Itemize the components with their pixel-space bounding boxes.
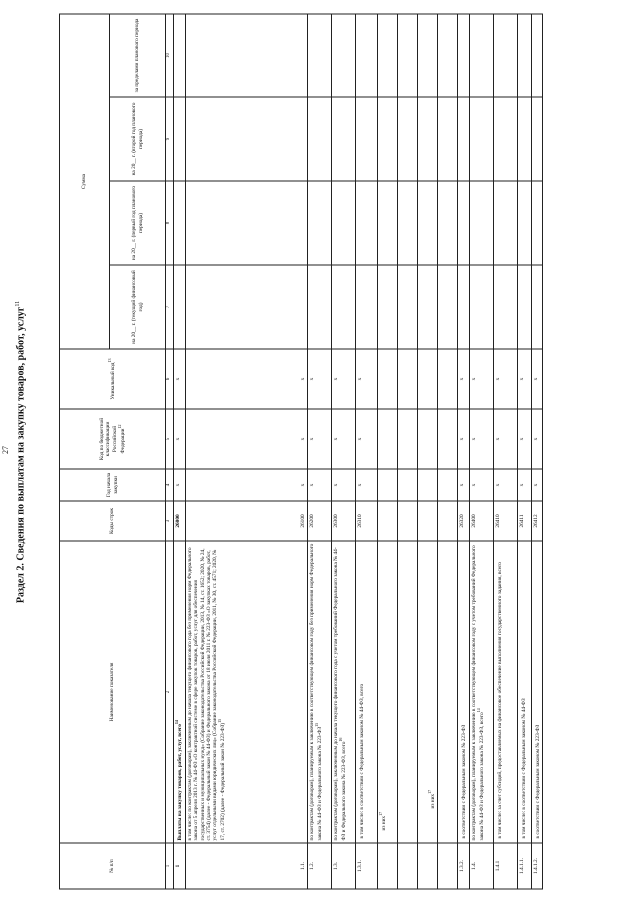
col-number: 10 — [166, 14, 174, 97]
row-name-text: из них — [429, 793, 436, 809]
row-code: 26320 — [458, 501, 470, 541]
row-footnote: 17 — [378, 811, 383, 816]
row-value — [438, 97, 458, 181]
rotated-page-content — [15, 15, 625, 890]
row-value — [532, 265, 543, 349]
row-code: 26300 — [332, 501, 356, 541]
row-value — [308, 181, 332, 265]
row-name-text: по контрактам (договорам), заключенным до начала текущего финансового года с учетом требований Федерального закона № 44-ФЗ и Федерального закона № 223-ФЗ, всего — [333, 547, 348, 841]
row-name — [398, 541, 418, 843]
row-name — [518, 541, 532, 843]
row-value — [356, 97, 378, 181]
table-row — [470, 14, 494, 889]
col-number: 3 — [166, 501, 174, 541]
row-value — [418, 14, 438, 97]
row-num: 1.4.1 — [494, 843, 518, 889]
row-name-text: в том числе: в соответствии с Федеральным законом № 44-ФЗ — [520, 698, 527, 839]
row-x: x — [494, 469, 518, 501]
row-value — [518, 14, 532, 97]
row-value — [356, 14, 378, 97]
row-name-text: по контрактам (договорам), планируемым к заключению в соответствующем финансовом году без применения норм Федерального закона № 44-ФЗ и Федерального закона № 223-ФЗ — [309, 543, 324, 841]
table-row — [356, 14, 378, 889]
row-value — [470, 181, 494, 265]
row-value — [418, 265, 438, 349]
row-value — [186, 97, 308, 181]
row-name-text: из них — [380, 815, 387, 831]
row-code: 26200 — [308, 501, 332, 541]
row-value — [470, 14, 494, 97]
row-value — [378, 265, 398, 349]
row-code: 26000 — [174, 501, 186, 541]
row-x: x — [356, 409, 378, 469]
row-value — [458, 14, 470, 97]
row-value — [518, 181, 532, 265]
row-name-text: в соответствии с Федеральным законом № 223-ФЗ — [534, 724, 541, 839]
header-bk-footnote: 12 — [116, 424, 122, 429]
row-value — [470, 265, 494, 349]
row-code — [418, 501, 438, 541]
row-num: 1.3. — [332, 843, 356, 889]
row-value — [418, 97, 438, 181]
header-row-1 — [60, 14, 110, 889]
row-value — [494, 265, 518, 349]
section-title-footnote: 11 — [15, 300, 21, 307]
table-row — [398, 14, 418, 889]
row-name — [356, 541, 378, 843]
table-row — [532, 14, 543, 889]
row-value — [378, 181, 398, 265]
col-number: 6 — [166, 349, 174, 409]
row-name-text: по контрактам (договорам), планируемым к заключению в соответствующем финансовом году с учетом требований Федерального закона № 44-ФЗ и Федерального закона № 223-ФЗ, всего — [471, 545, 486, 841]
row-footnote: 15 — [314, 722, 320, 727]
row-value — [438, 349, 458, 409]
row-code — [398, 501, 418, 541]
header-first-plan-year: на 20__ г. (первый год планового периода) — [110, 181, 166, 265]
row-code — [378, 501, 398, 541]
row-value — [532, 14, 543, 97]
row-num: 1.4. — [470, 843, 494, 889]
row-name-text: в соответствии с Федеральным законом № 223-ФЗ — [460, 724, 467, 839]
row-code: 26100 — [186, 501, 308, 541]
row-value — [518, 97, 532, 181]
table-row — [308, 14, 332, 889]
row-code: 26412 — [532, 501, 543, 541]
row-name — [494, 541, 518, 843]
row-name — [174, 541, 186, 843]
row-value — [398, 14, 418, 97]
row-footnote: 16 — [338, 737, 344, 742]
header-unique-footnote: 13 — [107, 358, 113, 363]
row-x: x — [494, 349, 518, 409]
column-numbers-row — [166, 14, 174, 889]
table-row — [458, 14, 470, 889]
section-title — [15, 15, 31, 890]
row-x: x — [186, 409, 308, 469]
row-x: x — [308, 349, 332, 409]
header-bk — [60, 409, 166, 469]
row-name — [378, 541, 398, 843]
col-number: 5 — [166, 409, 174, 469]
row-name — [308, 541, 332, 843]
row-code: 26400 — [470, 501, 494, 541]
row-x: x — [186, 349, 308, 409]
row-footnote: 14 — [174, 720, 179, 725]
section-title-text: Раздел 2. Сведения по выплатам на закупку товаров, работ, услуг — [15, 306, 27, 604]
row-value — [378, 14, 398, 97]
row-num — [398, 843, 418, 889]
row-value — [186, 14, 308, 97]
row-x: x — [332, 409, 356, 469]
header-beyond-plan: за пределами планового периода — [110, 14, 166, 97]
header-unique-text: Уникальный код — [110, 362, 117, 400]
row-value — [174, 97, 186, 181]
row-x: x — [174, 349, 186, 409]
row-value — [418, 469, 438, 501]
row-value — [418, 409, 438, 469]
col-number: 1 — [166, 843, 174, 889]
row-num: 1 — [174, 843, 186, 889]
row-value — [398, 469, 418, 501]
row-value — [398, 409, 418, 469]
row-name-text: в том числе: по контрактам (договорам), заключенным до начала текущего финансового года без применения норм Федерального закона от 5 апреля 2013 г. № 44-ФЗ «О контрактной системе в сфере закупок товаров, работ, услуг для обеспечения государственных и муниципальных нужд» (Собрание законодательства Российской Федерации, 2013, № 14, ст. 1652; 2020, № 24, ст. 3754) (далее - Федеральный закон № 44-ФЗ) и Федерального закона от 18 июля 2011 г. № 223-ФЗ «О закупках товаров, работ, услуг отдельными видами юридических лиц» (Собрание законодательства Российской Федерации, 2011, № 30, ст. 4571; 2020, № 17, ст. 2702) (далее - Федеральный закон № 223-ФЗ) — [187, 547, 227, 841]
row-num: 1.4.1.1. — [518, 843, 532, 889]
row-value — [332, 181, 356, 265]
row-name — [470, 541, 494, 843]
row-value — [398, 181, 418, 265]
row-value — [532, 181, 543, 265]
row-value — [356, 265, 378, 349]
row-x: x — [518, 349, 532, 409]
row-value — [494, 181, 518, 265]
header-name: Наименование показателя — [60, 541, 166, 843]
row-num: 1.1. — [186, 843, 308, 889]
row-value — [332, 97, 356, 181]
row-value — [332, 14, 356, 97]
row-x: x — [174, 409, 186, 469]
header-num: № п/п — [60, 843, 166, 889]
table-row — [332, 14, 356, 889]
row-value — [174, 265, 186, 349]
row-value — [378, 349, 398, 409]
row-value — [494, 14, 518, 97]
col-number: 2 — [166, 541, 174, 843]
row-x: x — [470, 349, 494, 409]
row-x: x — [458, 469, 470, 501]
row-x: x — [332, 349, 356, 409]
row-value — [174, 14, 186, 97]
row-name — [418, 541, 438, 843]
row-num — [378, 843, 398, 889]
row-code: 26310 — [356, 501, 378, 541]
row-value — [378, 469, 398, 501]
row-x: x — [458, 409, 470, 469]
col-number: 7 — [166, 265, 174, 349]
row-value — [438, 469, 458, 501]
row-footnote: 17 — [426, 789, 432, 794]
row-name-text: в том числе: в соответствии с Федеральным законом № 44-ФЗ, всего — [358, 683, 365, 839]
row-value — [458, 265, 470, 349]
col-number: 4 — [166, 469, 174, 501]
header-second-plan-year: на 20__ г. (второй год планового периода) — [110, 97, 166, 181]
row-value — [378, 97, 398, 181]
row-value — [418, 349, 438, 409]
row-value — [378, 409, 398, 469]
row-x: x — [308, 409, 332, 469]
row-value — [438, 14, 458, 97]
row-num: 1.2. — [308, 843, 332, 889]
row-value — [438, 181, 458, 265]
table-row — [174, 14, 186, 889]
row-x: x — [518, 409, 532, 469]
header-bk-text: Код по бюджетной классификации Российской Федерации — [99, 417, 126, 461]
col-number: 9 — [166, 97, 174, 181]
table-row — [418, 14, 438, 889]
header-code: Коды строк — [60, 501, 166, 541]
row-value — [398, 349, 418, 409]
row-code: 26410 — [494, 501, 518, 541]
row-value — [532, 97, 543, 181]
row-value — [518, 265, 532, 349]
row-value — [308, 265, 332, 349]
col-number: 8 — [166, 181, 174, 265]
row-num: 1.4.1.2. — [532, 843, 543, 889]
row-x: x — [494, 409, 518, 469]
row-value — [438, 265, 458, 349]
table-row — [438, 14, 458, 889]
row-code — [438, 501, 458, 541]
row-x: x — [532, 409, 543, 469]
table-row — [518, 14, 532, 889]
row-x: x — [356, 349, 378, 409]
row-name — [186, 541, 308, 843]
row-value — [356, 181, 378, 265]
row-num: 1.3.2. — [458, 843, 470, 889]
row-x: x — [532, 349, 543, 409]
table-row — [378, 14, 398, 889]
row-footnote: 15 — [217, 718, 223, 723]
table-row — [186, 14, 308, 889]
row-value — [308, 97, 332, 181]
table-row — [494, 14, 518, 889]
row-value — [494, 97, 518, 181]
row-name-text: Выплаты на закупку товаров, работ, услуг, всего — [176, 724, 183, 841]
row-x: x — [532, 469, 543, 501]
row-value — [308, 14, 332, 97]
row-value — [458, 181, 470, 265]
row-value — [332, 265, 356, 349]
row-x: x — [356, 469, 378, 501]
header-unique — [60, 349, 166, 409]
row-x: x — [518, 469, 532, 501]
row-num: 1.3.1. — [356, 843, 378, 889]
row-code: 26411 — [518, 501, 532, 541]
row-value — [398, 265, 418, 349]
row-value — [438, 409, 458, 469]
header-year: Год начала закупки — [60, 469, 166, 501]
row-x: x — [470, 409, 494, 469]
row-x: x — [174, 469, 186, 501]
row-x: x — [470, 469, 494, 501]
row-value — [398, 97, 418, 181]
row-num — [418, 843, 438, 889]
row-value — [186, 265, 308, 349]
row-name — [438, 541, 458, 843]
row-value — [418, 181, 438, 265]
row-x: x — [186, 469, 308, 501]
page-number: 27 — [1, 446, 10, 454]
row-value — [458, 97, 470, 181]
row-x: x — [332, 469, 356, 501]
row-value — [174, 181, 186, 265]
header-sum: Сумма — [60, 14, 110, 349]
row-name — [532, 541, 543, 843]
row-x: x — [458, 349, 470, 409]
row-num — [438, 843, 458, 889]
row-value — [470, 97, 494, 181]
row-value — [186, 181, 308, 265]
purchases-table — [59, 14, 543, 890]
row-x: x — [308, 469, 332, 501]
header-current-year: на 20__ г. (текущий финансовый год) — [110, 265, 166, 349]
row-name-text: в том числе: за счет субсидий, предоставляемых на финансовое обеспечение выполнения государственного задания, всего — [496, 562, 503, 839]
row-footnote: 14 — [476, 708, 482, 713]
row-name — [458, 541, 470, 843]
row-name — [332, 541, 356, 843]
